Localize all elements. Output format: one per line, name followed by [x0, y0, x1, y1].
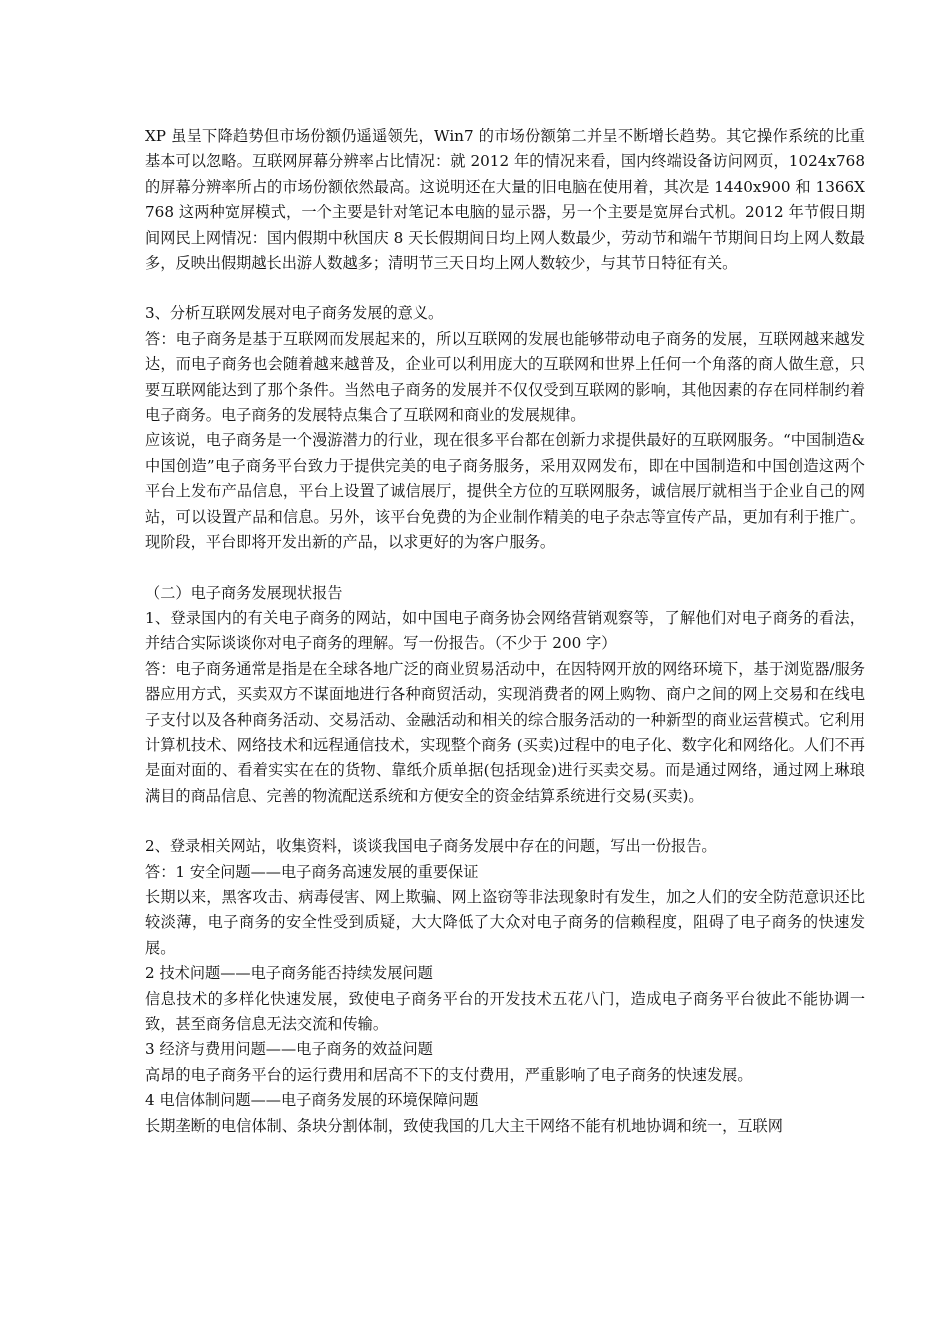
paragraph-gap [145, 556, 865, 581]
answer-3-continuation: 应该说，电子商务是一个漫游潜力的行业，现在很多平台都在创新力求提供最好的互联网服务。“中国制造&中国创造”电子商务平台致力于提供完美的电子商务服务，采用双网发布，即在中国制造和中国创造这两个平台上发布产品信息，平台上设置了诚信展厅，提供全方位的互联网服务，诚信展厅就相当于企业自己的网站，可以设置产品和信息。另外，该平台免费的为企业制作精美的电子杂志等宣传产品，更加有利于推广。现阶段，平台即将开发出新的产品，以求更好的为客户服务。 [145, 431, 865, 552]
paragraph-gap [145, 276, 865, 301]
security-paragraph: 长期以来，黑客攻击、病毒侵害、网上欺骗、网上盗窃等非法现象时有发生，加之人们的安全防范意识还比较淡薄，电子商务的安全性受到质疑，大大降低了大众对电子商务的信赖程度，阻碍了电子商务的快速发展。 [145, 887, 865, 957]
paragraph-gap [145, 809, 865, 834]
task-1-paragraph: 1、登录国内的有关电子商务的网站，如中国电子商务协会网络营销观察等，了解他们对电子商务的看法，并结合实际谈谈你对电子商务的理解。写一份报告。（不少于 200 字） [145, 608, 865, 653]
question-3-heading: 3、分析互联网发展对电子商务发展的意义。 [145, 304, 444, 323]
technology-paragraph: 信息技术的多样化快速发展，致使电子商务平台的开发技术五花八门，造成电子商务平台彼此不能协调一致，甚至商务信息无法交流和传输。 [145, 989, 865, 1033]
telecom-heading: 4 电信体制问题——电子商务发展的环境保障问题 [145, 1091, 479, 1110]
answer-2-security-heading: 答：1 安全问题——电子商务高速发展的重要保证 [145, 862, 479, 881]
telecom-paragraph: 长期垄断的电信体制、条块分割体制，致使我国的几大主干网络不能有机地协调和统一，互联网 [145, 1116, 783, 1135]
economy-paragraph: 高昂的电子商务平台的运行费用和居高不下的支付费用，严重影响了电子商务的快速发展。 [145, 1065, 753, 1084]
paragraph-os-market-share: XP 虽呈下降趋势但市场份额仍遥遥领先，Win7 的市场份额第二并呈不断增长趋势。其它操作系统的比重基本可以忽略。互联网屏幕分辨率占比情况：就 2012 年的情况来看，国内终端设备访问网页，1024x768 的屏幕分辨率所占的市场份额依然最高。这说明还在大量的旧电脑在使用着，其次是 1440x900 和 1366X768 这两种宽屏模式，一个主要是针对笔记本电脑的显示器，另一个主要是宽屏台式机。2012 年节假日期间网民上网情况：国内假期中秋国庆 8 天长假期间日均上网人数最少，劳动节和端午节期间日均上网人数最多，反映出假期越长出游人数越多；清明节三天日均上网人数较少，与其节日特征有关。 [145, 127, 865, 273]
technology-heading: 2 技术问题——电子商务能否持续发展问题 [145, 964, 433, 983]
task-2-heading: 2、登录相关网站，收集资料，谈谈我国电子商务发展中存在的问题，写出一份报告。 [145, 837, 717, 856]
economy-heading: 3 经济与费用问题——电子商务的效益问题 [145, 1040, 433, 1059]
answer-1-paragraph: 答：电子商务通常是指是在全球各地广泛的商业贸易活动中，在因特网开放的网络环境下，基于浏览器/服务器应用方式，买卖双方不谋面地进行各种商贸活动，实现消费者的网上购物、商户之间的网上交易和在线电子支付以及各种商务活动、交易活动、金融活动和相关的综合服务活动的一种新型的商业运营模式。它利用计算机技术、网络技术和远程通信技术，实现整个商务 (买卖)过程中的电子化、数字化和网络化。人们不再是面对面的、看着实实在在的货物、靠纸介质单据(包括现金)进行买卖交易。而是通过网络，通过网上琳琅满目的商品信息、完善的物流配送系统和方便安全的资金结算系统进行交易(买卖)。 [145, 659, 865, 805]
section-2-heading: （二）电子商务发展现状报告 [145, 583, 343, 602]
answer-3-paragraph: 答：电子商务是基于互联网而发展起来的，所以互联网的发展也能够带动电子商务的发展，互联网越来越发达，而电子商务也会随着越来越普及，企业可以利用庞大的互联网和世界上任何一个角落的商人做生意，只要互联网能达到了那个条件。当然电子商务的发展并不仅仅受到互联网的影响，其他因素的存在同样制约着电子商务。电子商务的发展特点集合了互联网和商业的发展规律。 [145, 329, 865, 425]
document-body [145, 124, 865, 1139]
